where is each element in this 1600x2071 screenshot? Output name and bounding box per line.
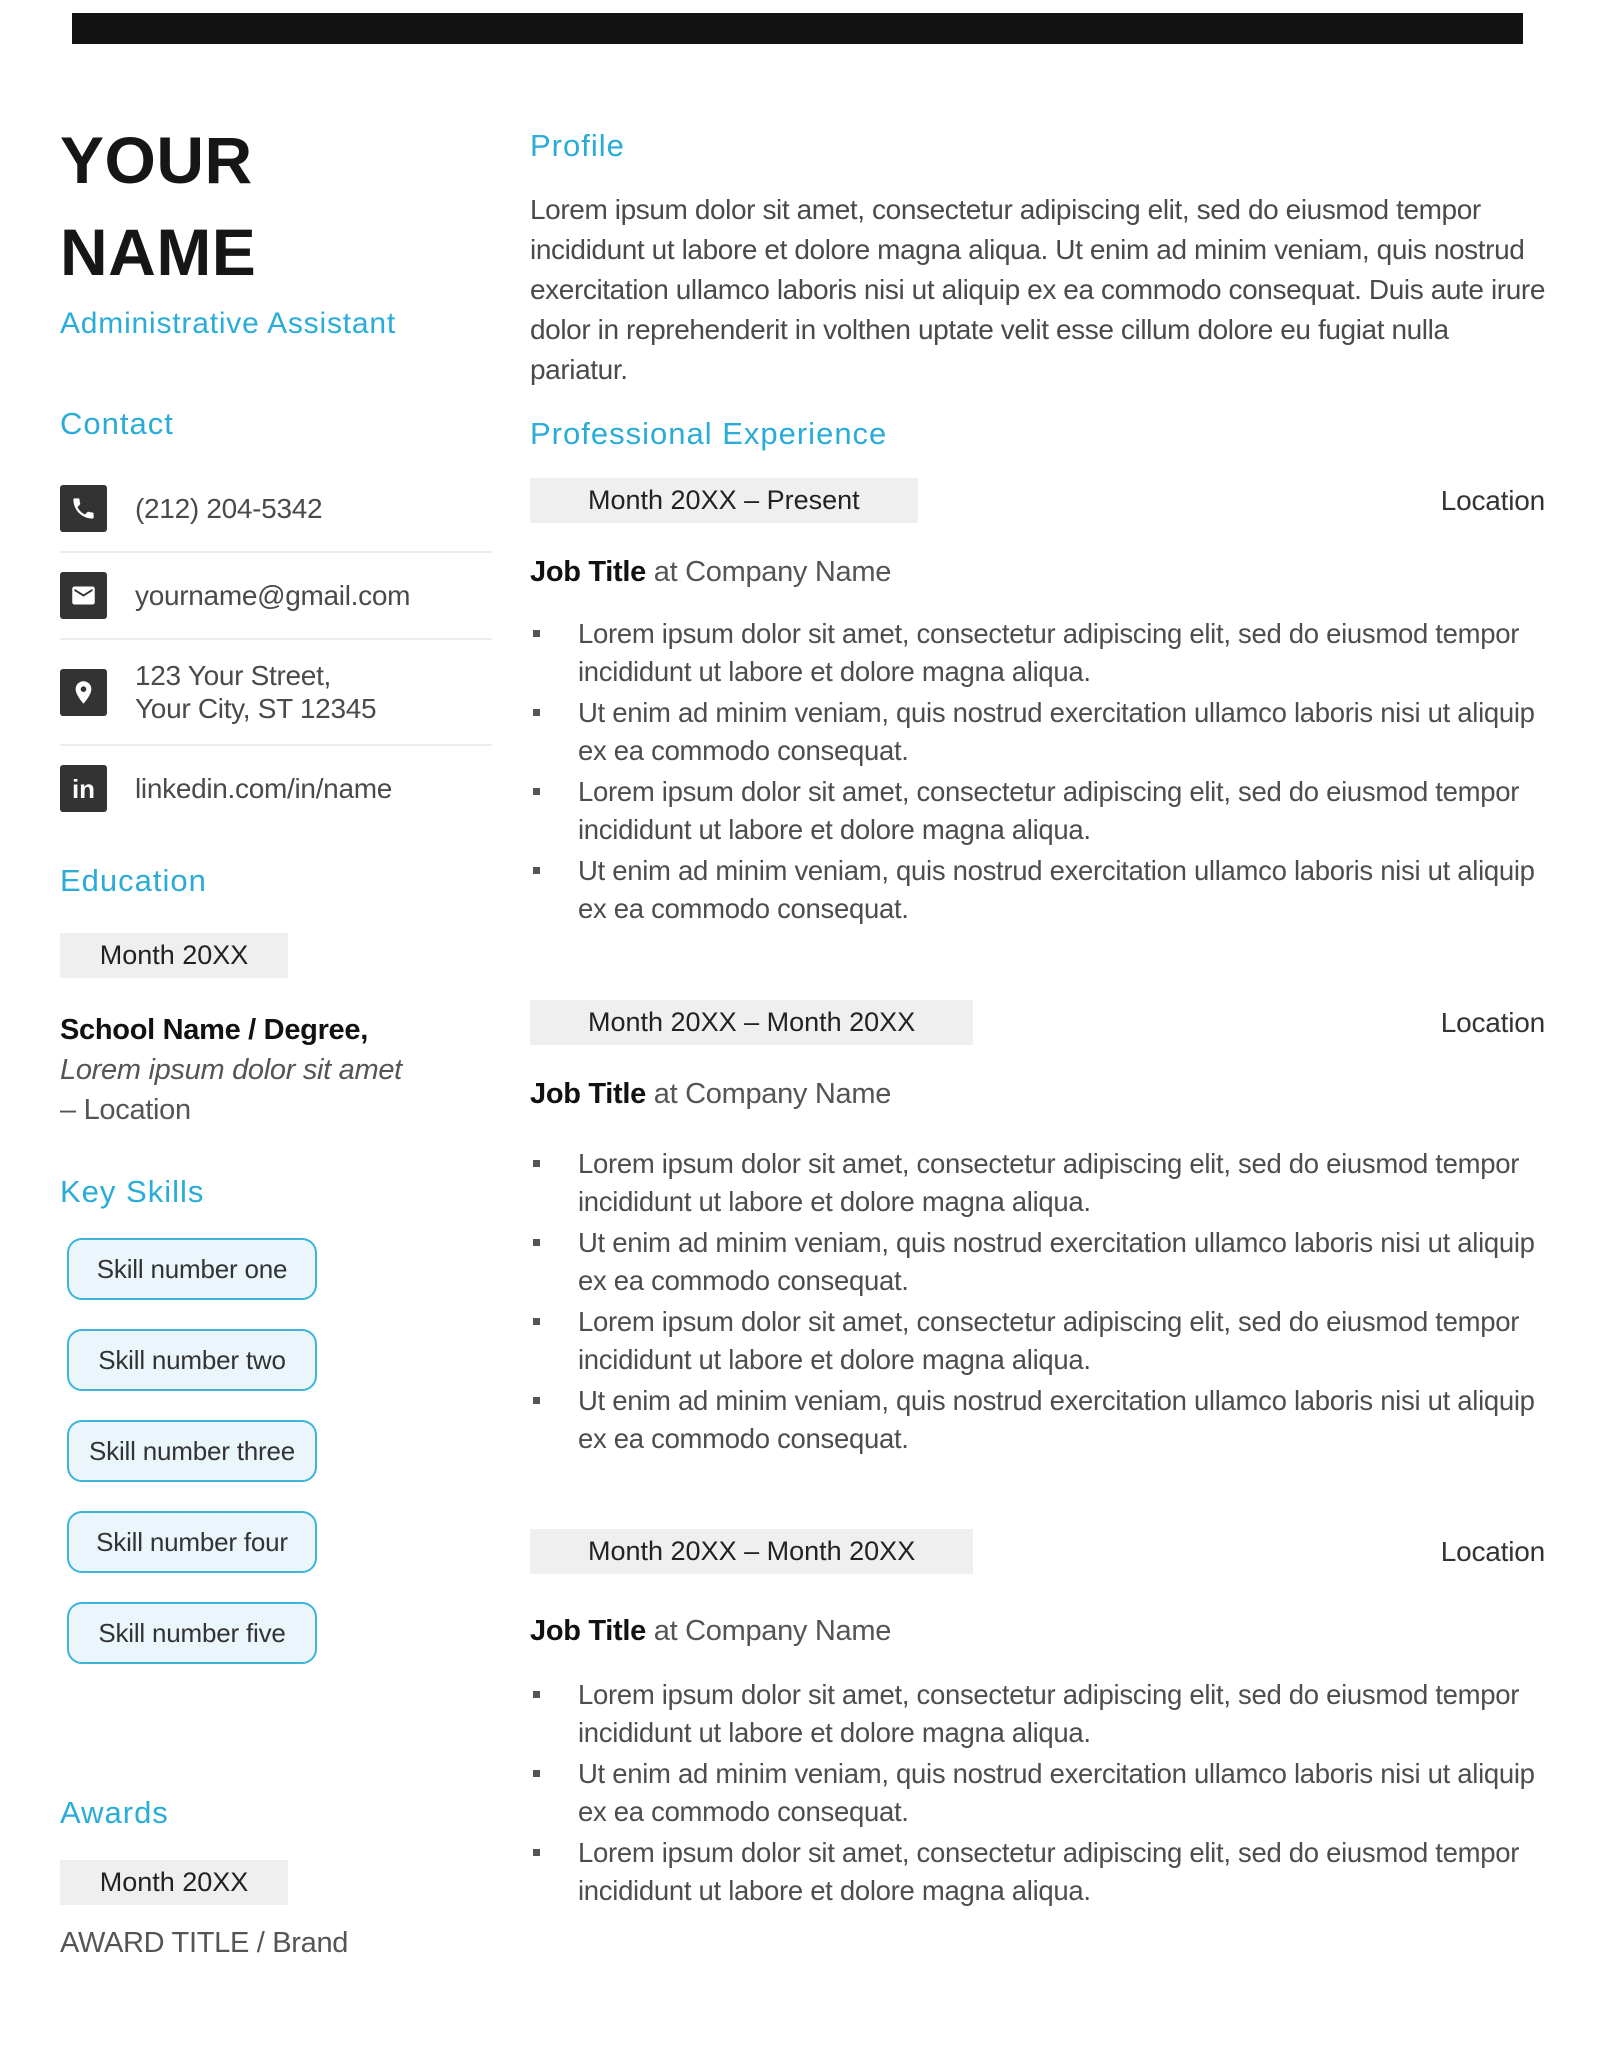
job-bullet-list xyxy=(530,1676,1545,1910)
bullet-item: Ut enim ad minim veniam, quis nostrud exercitation ullamco laboris nisi ut aliquip ex ea commodo consequat. xyxy=(530,694,1545,770)
job-entry xyxy=(530,1000,1545,1458)
award-title: AWARD TITLE / Brand xyxy=(60,1927,349,1959)
job-header xyxy=(530,1000,1545,1045)
bullet-item: Ut enim ad minim veniam, quis nostrud exercitation ullamco laboris nisi ut aliquip ex ea commodo consequat. xyxy=(530,1224,1545,1300)
person-name-line2: NAME xyxy=(60,215,257,289)
job-date-badge: Month 20XX – Month 20XX xyxy=(530,1000,973,1045)
job-location: Location xyxy=(1440,1006,1545,1038)
job-bullet-list xyxy=(530,615,1545,928)
linkedin-value: linkedin.com/in/name xyxy=(135,773,393,804)
linkedin-icon-text: in xyxy=(71,773,96,804)
skill-pill: Skill number one xyxy=(67,1238,317,1300)
contact-list xyxy=(60,466,492,831)
education-school: School Name / Degree, xyxy=(60,1014,368,1046)
experience-heading: Professional Experience xyxy=(530,416,888,451)
contact-row-email xyxy=(60,553,492,640)
address-value xyxy=(135,659,376,725)
job-title-line xyxy=(530,551,1545,593)
person-name-line1: YOUR xyxy=(60,123,253,197)
job-title-line xyxy=(530,1073,1545,1115)
job-entry xyxy=(530,1529,1545,1910)
bullet-item: Lorem ipsum dolor sit amet, consectetur adipiscing elit, sed do eiusmod tempor incididunt ut labore et dolore magna aliqua. xyxy=(530,1303,1545,1379)
skill-pill: Skill number five xyxy=(67,1602,317,1664)
bullet-item: Ut enim ad minim veniam, quis nostrud exercitation ullamco laboris nisi ut aliquip ex ea commodo consequat. xyxy=(530,1755,1545,1831)
person-name xyxy=(60,114,492,298)
job-location: Location xyxy=(1440,484,1545,516)
phone-value: (212) 204-5342 xyxy=(135,493,323,524)
address-line1: 123 Your Street, xyxy=(135,660,332,691)
email-value: yourname@gmail.com xyxy=(135,580,411,611)
job-location: Location xyxy=(1440,1535,1545,1567)
contact-row-linkedin xyxy=(60,746,492,831)
phone-icon xyxy=(60,485,107,532)
bullet-item: Lorem ipsum dolor sit amet, consectetur adipiscing elit, sed do eiusmod tempor incididunt ut labore et dolore magna aliqua. xyxy=(530,615,1545,691)
skill-pill: Skill number three xyxy=(67,1420,317,1482)
linkedin-icon xyxy=(60,765,107,812)
job-company: at Company Name xyxy=(646,1078,892,1110)
awards-heading: Awards xyxy=(60,1795,169,1830)
education-heading: Education xyxy=(60,863,207,898)
skill-pill: Skill number two xyxy=(67,1329,317,1391)
skill-pill: Skill number four xyxy=(67,1511,317,1573)
education-description: Lorem ipsum dolor sit amet xyxy=(60,1054,402,1086)
job-title: Job Title xyxy=(530,1078,647,1110)
job-title: Job Title xyxy=(530,556,647,588)
top-rule xyxy=(72,13,1523,44)
bullet-item: Lorem ipsum dolor sit amet, consectetur adipiscing elit, sed do eiusmod tempor incididunt ut labore et dolore magna aliqua. xyxy=(530,773,1545,849)
job-date-badge: Month 20XX – Month 20XX xyxy=(530,1529,973,1574)
contact-row-phone xyxy=(60,466,492,553)
job-company: at Company Name xyxy=(646,556,892,588)
contact-row-address xyxy=(60,640,492,746)
bullet-item: Lorem ipsum dolor sit amet, consectetur adipiscing elit, sed do eiusmod tempor incididunt ut labore et dolore magna aliqua. xyxy=(530,1676,1545,1752)
profile-heading: Profile xyxy=(530,128,625,163)
job-company: at Company Name xyxy=(646,1615,892,1647)
key-skills-heading: Key Skills xyxy=(60,1174,205,1209)
person-role: Administrative Assistant xyxy=(60,307,396,340)
email-icon xyxy=(60,572,107,619)
job-title: Job Title xyxy=(530,1615,647,1647)
main-content xyxy=(530,126,1545,1913)
job-header xyxy=(530,1529,1545,1574)
bullet-item: Ut enim ad minim veniam, quis nostrud exercitation ullamco laboris nisi ut aliquip ex ea commodo consequat. xyxy=(530,852,1545,928)
job-date-badge: Month 20XX – Present xyxy=(530,478,918,523)
sidebar xyxy=(60,114,492,1963)
profile-text: Lorem ipsum dolor sit amet, consectetur adipiscing elit, sed do eiusmod tempor incididunt ut labore et dolore magna aliqua. Ut enim ad minim veniam, quis nostrud exercitation ullamco laboris nisi ut aliquip ex ea commodo consequat. Duis aute irure dolor in reprehenderit in volthen uptate velit esse cillum dolore eu fugiat nulla pariatur. xyxy=(530,194,1545,385)
job-entry xyxy=(530,478,1545,928)
job-bullet-list xyxy=(530,1145,1545,1458)
bullet-item: Lorem ipsum dolor sit amet, consectetur adipiscing elit, sed do eiusmod tempor incididunt ut labore et dolore magna aliqua. xyxy=(530,1145,1545,1221)
skills-list xyxy=(60,1238,492,1664)
bullet-item: Lorem ipsum dolor sit amet, consectetur adipiscing elit, sed do eiusmod tempor incididunt ut labore et dolore magna aliqua. xyxy=(530,1834,1545,1910)
contact-heading: Contact xyxy=(60,406,174,441)
award-date-badge: Month 20XX xyxy=(60,1860,288,1905)
education-date-badge: Month 20XX xyxy=(60,933,288,978)
education-location: – Location xyxy=(60,1094,191,1126)
job-header xyxy=(530,478,1545,523)
location-pin-icon xyxy=(60,669,107,716)
address-line2: Your City, ST 12345 xyxy=(135,693,377,724)
job-title-line xyxy=(530,1610,1545,1652)
bullet-item: Ut enim ad minim veniam, quis nostrud exercitation ullamco laboris nisi ut aliquip ex ea commodo consequat. xyxy=(530,1382,1545,1458)
